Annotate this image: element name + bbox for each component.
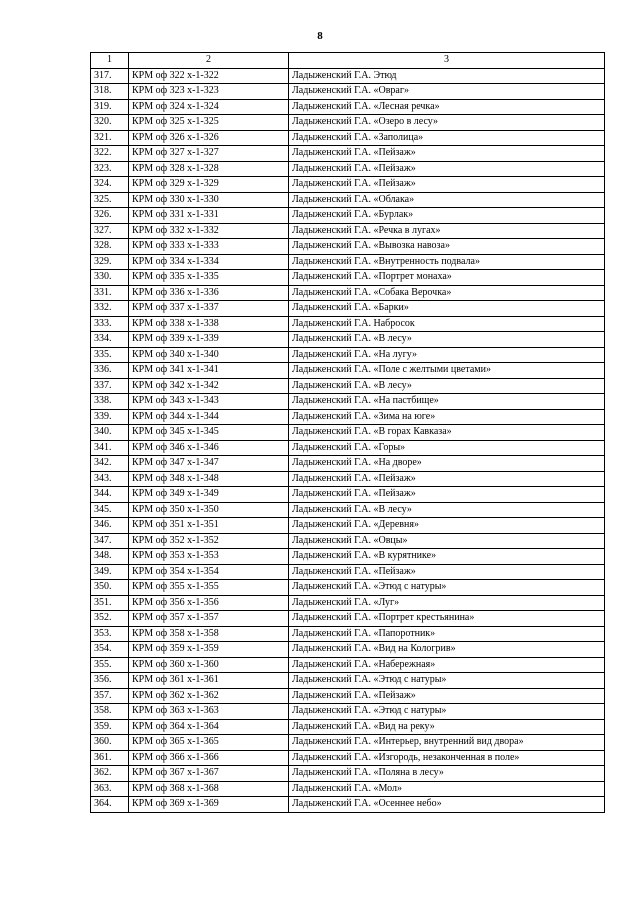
inventory-code-cell: КРМ оф 337 х-1-337 <box>129 301 289 317</box>
artwork-title-cell: Ладыженский Г.А. «Заполица» <box>289 130 605 146</box>
artwork-title-cell: Ладыженский Г.А. «Речка в лугах» <box>289 223 605 239</box>
table-row <box>91 518 605 534</box>
inventory-code-cell: КРМ оф 340 х-1-340 <box>129 347 289 363</box>
artwork-title-cell: Ладыженский Г.А. «Овраг» <box>289 84 605 100</box>
row-number-cell: 358. <box>91 704 129 720</box>
page-number: 8 <box>317 30 323 42</box>
row-number-cell: 343. <box>91 471 129 487</box>
artwork-title-cell: Ладыженский Г.А. «Вид на Кологрив» <box>289 642 605 658</box>
row-number-cell: 362. <box>91 766 129 782</box>
table-row <box>91 502 605 518</box>
table-row <box>91 611 605 627</box>
row-number-cell: 354. <box>91 642 129 658</box>
row-number-cell: 325. <box>91 192 129 208</box>
table-row <box>91 394 605 410</box>
artwork-title-cell: Ладыженский Г.А. «Внутренность подвала» <box>289 254 605 270</box>
artwork-title-cell: Ладыженский Г.А. «Поляна в лесу» <box>289 766 605 782</box>
artwork-title-cell: Ладыженский Г.А. «Овцы» <box>289 533 605 549</box>
table-row <box>91 595 605 611</box>
inventory-code-cell: КРМ оф 360 х-1-360 <box>129 657 289 673</box>
artwork-title-cell: Ладыженский Г.А. Этюд <box>289 68 605 84</box>
row-number-cell: 322. <box>91 146 129 162</box>
row-number-cell: 359. <box>91 719 129 735</box>
row-number-cell: 352. <box>91 611 129 627</box>
table-row <box>91 363 605 379</box>
artwork-title-cell: Ладыженский Г.А. «Этюд с натуры» <box>289 580 605 596</box>
table-row <box>91 657 605 673</box>
artwork-title-cell: Ладыженский Г.А. «Деревня» <box>289 518 605 534</box>
row-number-cell: 331. <box>91 285 129 301</box>
inventory-code-cell: КРМ оф 361 х-1-361 <box>129 673 289 689</box>
table-row <box>91 719 605 735</box>
table-row <box>91 797 605 813</box>
inventory-code-cell: КРМ оф 327 х-1-327 <box>129 146 289 162</box>
table-row <box>91 316 605 332</box>
inventory-code-cell: КРМ оф 367 х-1-367 <box>129 766 289 782</box>
inventory-table <box>90 52 605 813</box>
table-row <box>91 642 605 658</box>
row-number-cell: 341. <box>91 440 129 456</box>
inventory-code-cell: КРМ оф 326 х-1-326 <box>129 130 289 146</box>
table-row <box>91 673 605 689</box>
inventory-code-cell: КРМ оф 330 х-1-330 <box>129 192 289 208</box>
header-col-2: 2 <box>129 53 289 69</box>
row-number-cell: 342. <box>91 456 129 472</box>
artwork-title-cell: Ладыженский Г.А. «Этюд с натуры» <box>289 673 605 689</box>
table-row <box>91 285 605 301</box>
artwork-title-cell: Ладыженский Г.А. «Пейзаж» <box>289 688 605 704</box>
row-number-cell: 350. <box>91 580 129 596</box>
table-row <box>91 208 605 224</box>
inventory-code-cell: КРМ оф 354 х-1-354 <box>129 564 289 580</box>
header-col-1: 1 <box>91 53 129 69</box>
table-row <box>91 99 605 115</box>
table-row <box>91 239 605 255</box>
row-number-cell: 337. <box>91 378 129 394</box>
table-row <box>91 781 605 797</box>
row-number-cell: 332. <box>91 301 129 317</box>
inventory-code-cell: КРМ оф 346 х-1-346 <box>129 440 289 456</box>
table-row <box>91 580 605 596</box>
inventory-code-cell: КРМ оф 351 х-1-351 <box>129 518 289 534</box>
row-number-cell: 319. <box>91 99 129 115</box>
row-number-cell: 364. <box>91 797 129 813</box>
artwork-title-cell: Ладыженский Г.А. «В лесу» <box>289 378 605 394</box>
artwork-title-cell: Ладыженский Г.А. «В курятнике» <box>289 549 605 565</box>
table-row <box>91 688 605 704</box>
inventory-code-cell: КРМ оф 344 х-1-344 <box>129 409 289 425</box>
artwork-title-cell: Ладыженский Г.А. «Мол» <box>289 781 605 797</box>
artwork-title-cell: Ладыженский Г.А. «На лугу» <box>289 347 605 363</box>
row-number-cell: 318. <box>91 84 129 100</box>
artwork-title-cell: Ладыженский Г.А. «В лесу» <box>289 502 605 518</box>
inventory-code-cell: КРМ оф 359 х-1-359 <box>129 642 289 658</box>
inventory-code-cell: КРМ оф 358 х-1-358 <box>129 626 289 642</box>
inventory-code-cell: КРМ оф 324 х-1-324 <box>129 99 289 115</box>
row-number-cell: 353. <box>91 626 129 642</box>
table-row <box>91 130 605 146</box>
row-number-cell: 351. <box>91 595 129 611</box>
artwork-title-cell: Ладыженский Г.А. «Луг» <box>289 595 605 611</box>
inventory-code-cell: КРМ оф 334 х-1-334 <box>129 254 289 270</box>
artwork-title-cell: Ладыженский Г.А. «Портрет крестьянина» <box>289 611 605 627</box>
artwork-title-cell: Ладыженский Г.А. «Пейзаж» <box>289 146 605 162</box>
inventory-code-cell: КРМ оф 362 х-1-362 <box>129 688 289 704</box>
table-row <box>91 704 605 720</box>
artwork-title-cell: Ладыженский Г.А. «Озеро в лесу» <box>289 115 605 131</box>
row-number-cell: 363. <box>91 781 129 797</box>
artwork-title-cell: Ладыженский Г.А. «Пейзаж» <box>289 564 605 580</box>
artwork-title-cell: Ладыженский Г.А. «Горы» <box>289 440 605 456</box>
table-row <box>91 487 605 503</box>
row-number-cell: 339. <box>91 409 129 425</box>
row-number-cell: 323. <box>91 161 129 177</box>
inventory-code-cell: КРМ оф 355 х-1-355 <box>129 580 289 596</box>
artwork-title-cell: Ладыженский Г.А. «Пейзаж» <box>289 487 605 503</box>
row-number-cell: 317. <box>91 68 129 84</box>
row-number-cell: 333. <box>91 316 129 332</box>
inventory-code-cell: КРМ оф 342 х-1-342 <box>129 378 289 394</box>
inventory-code-cell: КРМ оф 366 х-1-366 <box>129 750 289 766</box>
artwork-title-cell: Ладыженский Г.А. «В лесу» <box>289 332 605 348</box>
artwork-title-cell: Ладыженский Г.А. «Этюд с натуры» <box>289 704 605 720</box>
inventory-code-cell: КРМ оф 338 х-1-338 <box>129 316 289 332</box>
inventory-code-cell: КРМ оф 348 х-1-348 <box>129 471 289 487</box>
artwork-title-cell: Ладыженский Г.А. «Интерьер, внутренний вид двора» <box>289 735 605 751</box>
artwork-title-cell: Ладыженский Г.А. «Изгородь, незаконченная в поле» <box>289 750 605 766</box>
table-row <box>91 735 605 751</box>
table-row <box>91 471 605 487</box>
artwork-title-cell: Ладыженский Г.А. «Пейзаж» <box>289 161 605 177</box>
row-number-cell: 356. <box>91 673 129 689</box>
table-row <box>91 161 605 177</box>
artwork-title-cell: Ладыженский Г.А. «В горах Кавказа» <box>289 425 605 441</box>
row-number-cell: 321. <box>91 130 129 146</box>
table-row <box>91 409 605 425</box>
artwork-title-cell: Ладыженский Г.А. «Лесная речка» <box>289 99 605 115</box>
inventory-code-cell: КРМ оф 363 х-1-363 <box>129 704 289 720</box>
artwork-title-cell: Ладыженский Г.А. «Портрет монаха» <box>289 270 605 286</box>
inventory-code-cell: КРМ оф 349 х-1-349 <box>129 487 289 503</box>
table-row <box>91 270 605 286</box>
inventory-code-cell: КРМ оф 343 х-1-343 <box>129 394 289 410</box>
table-row <box>91 456 605 472</box>
table-row <box>91 301 605 317</box>
row-number-cell: 326. <box>91 208 129 224</box>
row-number-cell: 346. <box>91 518 129 534</box>
artwork-title-cell: Ладыженский Г.А. «Набережная» <box>289 657 605 673</box>
inventory-code-cell: КРМ оф 335 х-1-335 <box>129 270 289 286</box>
table-row <box>91 766 605 782</box>
inventory-code-cell: КРМ оф 331 х-1-331 <box>129 208 289 224</box>
inventory-code-cell: КРМ оф 341 х-1-341 <box>129 363 289 379</box>
table-row <box>91 146 605 162</box>
inventory-code-cell: КРМ оф 328 х-1-328 <box>129 161 289 177</box>
inventory-code-cell: КРМ оф 357 х-1-357 <box>129 611 289 627</box>
inventory-code-cell: КРМ оф 332 х-1-332 <box>129 223 289 239</box>
row-number-cell: 329. <box>91 254 129 270</box>
table-row <box>91 177 605 193</box>
artwork-title-cell: Ладыженский Г.А. «Вывозка навоза» <box>289 239 605 255</box>
inventory-code-cell: КРМ оф 336 х-1-336 <box>129 285 289 301</box>
row-number-cell: 327. <box>91 223 129 239</box>
table-row <box>91 564 605 580</box>
table-row <box>91 626 605 642</box>
table-row <box>91 223 605 239</box>
artwork-title-cell: Ладыженский Г.А. Набросок <box>289 316 605 332</box>
row-number-cell: 361. <box>91 750 129 766</box>
row-number-cell: 349. <box>91 564 129 580</box>
table-row <box>91 347 605 363</box>
inventory-code-cell: КРМ оф 352 х-1-352 <box>129 533 289 549</box>
table-row <box>91 254 605 270</box>
artwork-title-cell: Ладыженский Г.А. «Вид на реку» <box>289 719 605 735</box>
table-body <box>91 68 605 812</box>
inventory-code-cell: КРМ оф 339 х-1-339 <box>129 332 289 348</box>
inventory-code-cell: КРМ оф 368 х-1-368 <box>129 781 289 797</box>
table-row <box>91 750 605 766</box>
artwork-title-cell: Ладыженский Г.А. «Поле с желтыми цветами» <box>289 363 605 379</box>
table-row <box>91 192 605 208</box>
table-row <box>91 115 605 131</box>
artwork-title-cell: Ладыженский Г.А. «Облака» <box>289 192 605 208</box>
inventory-code-cell: КРМ оф 333 х-1-333 <box>129 239 289 255</box>
artwork-title-cell: Ладыженский Г.А. «Собака Верочка» <box>289 285 605 301</box>
inventory-code-cell: КРМ оф 350 х-1-350 <box>129 502 289 518</box>
row-number-cell: 334. <box>91 332 129 348</box>
inventory-code-cell: КРМ оф 364 х-1-364 <box>129 719 289 735</box>
inventory-code-cell: КРМ оф 347 х-1-347 <box>129 456 289 472</box>
row-number-cell: 348. <box>91 549 129 565</box>
artwork-title-cell: Ладыженский Г.А. «Папоротник» <box>289 626 605 642</box>
row-number-cell: 328. <box>91 239 129 255</box>
row-number-cell: 335. <box>91 347 129 363</box>
row-number-cell: 357. <box>91 688 129 704</box>
row-number-cell: 324. <box>91 177 129 193</box>
row-number-cell: 336. <box>91 363 129 379</box>
table-row <box>91 378 605 394</box>
table-row <box>91 68 605 84</box>
inventory-code-cell: КРМ оф 323 х-1-323 <box>129 84 289 100</box>
inventory-code-cell: КРМ оф 345 х-1-345 <box>129 425 289 441</box>
row-number-cell: 355. <box>91 657 129 673</box>
row-number-cell: 320. <box>91 115 129 131</box>
table-row <box>91 425 605 441</box>
artwork-title-cell: Ладыженский Г.А. «Зима на юге» <box>289 409 605 425</box>
artwork-title-cell: Ладыженский Г.А. «Барки» <box>289 301 605 317</box>
artwork-title-cell: Ладыженский Г.А. «Пейзаж» <box>289 177 605 193</box>
artwork-title-cell: Ладыженский Г.А. «На пастбище» <box>289 394 605 410</box>
artwork-title-cell: Ладыженский Г.А. «На дворе» <box>289 456 605 472</box>
inventory-code-cell: КРМ оф 369 х-1-369 <box>129 797 289 813</box>
table-row <box>91 440 605 456</box>
artwork-title-cell: Ладыженский Г.А. «Пейзаж» <box>289 471 605 487</box>
row-number-cell: 344. <box>91 487 129 503</box>
row-number-cell: 330. <box>91 270 129 286</box>
inventory-code-cell: КРМ оф 325 х-1-325 <box>129 115 289 131</box>
row-number-cell: 345. <box>91 502 129 518</box>
inventory-code-cell: КРМ оф 322 х-1-322 <box>129 68 289 84</box>
table-row <box>91 549 605 565</box>
table-row <box>91 84 605 100</box>
artwork-title-cell: Ладыженский Г.А. «Осеннее небо» <box>289 797 605 813</box>
inventory-code-cell: КРМ оф 356 х-1-356 <box>129 595 289 611</box>
row-number-cell: 360. <box>91 735 129 751</box>
inventory-code-cell: КРМ оф 353 х-1-353 <box>129 549 289 565</box>
row-number-cell: 338. <box>91 394 129 410</box>
row-number-cell: 347. <box>91 533 129 549</box>
table-header-row <box>91 53 605 69</box>
table-row <box>91 533 605 549</box>
inventory-code-cell: КРМ оф 365 х-1-365 <box>129 735 289 751</box>
artwork-title-cell: Ладыженский Г.А. «Бурлак» <box>289 208 605 224</box>
inventory-code-cell: КРМ оф 329 х-1-329 <box>129 177 289 193</box>
row-number-cell: 340. <box>91 425 129 441</box>
table-row <box>91 332 605 348</box>
header-col-3: 3 <box>289 53 605 69</box>
